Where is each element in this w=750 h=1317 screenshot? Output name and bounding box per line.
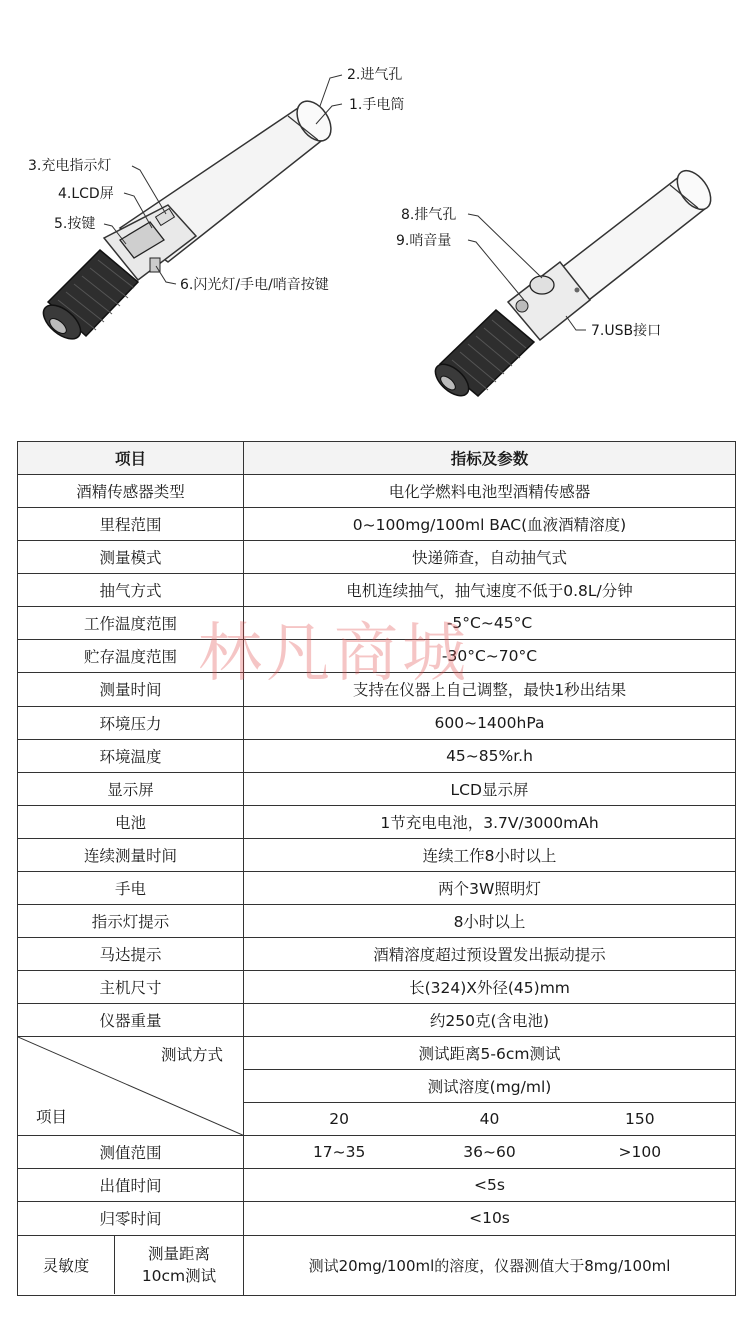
row-value: -30°C~70°C bbox=[244, 640, 736, 673]
row-value: 电化学燃料电池型酒精传感器 bbox=[244, 475, 736, 508]
diagonal-header-cell bbox=[18, 1037, 244, 1136]
row-label: 指示灯提示 bbox=[18, 904, 244, 937]
callout-air-inlet: 2.进气孔 bbox=[347, 67, 403, 83]
header-item: 项目 bbox=[18, 442, 244, 475]
row-label: 贮存温度范围 bbox=[18, 640, 244, 673]
device-front-view bbox=[37, 75, 342, 345]
table-row bbox=[18, 706, 736, 739]
table-row bbox=[18, 739, 736, 772]
range-values bbox=[244, 1136, 736, 1169]
callout-exhaust-hole: 8.排气孔 bbox=[401, 207, 457, 223]
table-row bbox=[18, 1136, 736, 1169]
sensitivity-value: 测试20mg/100ml的溶度，仪器测值大于8mg/100ml bbox=[244, 1235, 736, 1296]
row-value: <5s bbox=[244, 1169, 736, 1202]
row-value: 连续工作8小时以上 bbox=[244, 838, 736, 871]
callout-flash-buttons: 6.闪光灯/手电/哨音按键 bbox=[180, 277, 329, 293]
row-label: 马达提示 bbox=[18, 937, 244, 970]
row-value: 两个3W照明灯 bbox=[244, 871, 736, 904]
row-label: 归零时间 bbox=[18, 1202, 244, 1235]
test-concentration: 测试溶度(mg/ml) bbox=[244, 1070, 736, 1103]
row-value: 电机连续抽气，抽气速度不低于0.8L/分钟 bbox=[244, 574, 736, 607]
row-label: 里程范围 bbox=[18, 508, 244, 541]
diag-item: 项目 bbox=[36, 1108, 68, 1127]
callout-lcd-screen: 4.LCD屏 bbox=[58, 186, 114, 202]
test-distance: 测试距离5-6cm测试 bbox=[244, 1037, 736, 1070]
row-label: 测量模式 bbox=[18, 541, 244, 574]
table-row bbox=[18, 971, 736, 1004]
range-value: 36~60 bbox=[463, 1143, 516, 1162]
table-row bbox=[18, 904, 736, 937]
row-label: 手电 bbox=[18, 871, 244, 904]
row-value: LCD显示屏 bbox=[244, 772, 736, 805]
row-value: 长(324)X外径(45)mm bbox=[244, 971, 736, 1004]
watermark: 林凡商城 bbox=[198, 617, 470, 691]
row-label: 环境压力 bbox=[18, 706, 244, 739]
table-row bbox=[18, 1004, 736, 1037]
row-value: 快递筛查，自动抽气式 bbox=[244, 541, 736, 574]
test-header-row bbox=[18, 1037, 736, 1070]
row-label: 出值时间 bbox=[18, 1169, 244, 1202]
table-row bbox=[18, 673, 736, 706]
table-row bbox=[18, 805, 736, 838]
row-value: 45~85%r.h bbox=[244, 739, 736, 772]
sensitivity-row bbox=[18, 1235, 736, 1296]
header-params: 指标及参数 bbox=[244, 442, 736, 475]
row-label: 仪器重量 bbox=[18, 1004, 244, 1037]
sensitivity-sub-line2: 10cm测试 bbox=[141, 1267, 217, 1286]
row-label: 抽气方式 bbox=[18, 574, 244, 607]
table-row bbox=[18, 838, 736, 871]
table-header-row bbox=[18, 442, 736, 475]
row-value: 1节充电电池，3.7V/3000mAh bbox=[244, 805, 736, 838]
row-value: <10s bbox=[244, 1202, 736, 1235]
row-value: 600~1400hPa bbox=[244, 706, 736, 739]
row-label: 电池 bbox=[18, 805, 244, 838]
row-value: 约250克(含电池) bbox=[244, 1004, 736, 1037]
row-label: 主机尺寸 bbox=[18, 971, 244, 1004]
range-value: 17~35 bbox=[312, 1143, 366, 1162]
device-drawings bbox=[0, 0, 750, 430]
table-row bbox=[18, 475, 736, 508]
callout-usb-port: 7.USB接口 bbox=[591, 323, 662, 339]
table-row bbox=[18, 937, 736, 970]
conc-values bbox=[244, 1103, 736, 1136]
row-value: -5°C~45°C bbox=[244, 607, 736, 640]
conc-value: 20 bbox=[329, 1110, 350, 1129]
table-row bbox=[18, 607, 736, 640]
table-row bbox=[18, 508, 736, 541]
diag-test-method: 测试方式 bbox=[160, 1046, 223, 1065]
table-row bbox=[18, 574, 736, 607]
sensitivity-label: 灵敏度 bbox=[18, 1236, 115, 1294]
callout-charge-indicator: 3.充电指示灯 bbox=[28, 158, 112, 174]
table-row bbox=[18, 772, 736, 805]
row-value: 酒精溶度超过预设置发出振动提示 bbox=[244, 937, 736, 970]
sensitivity-sub bbox=[115, 1236, 243, 1294]
callout-flashlight: 1.手电筒 bbox=[349, 97, 405, 113]
product-illustration bbox=[0, 0, 750, 430]
row-label: 酒精传感器类型 bbox=[18, 475, 244, 508]
conc-value: 40 bbox=[479, 1110, 500, 1129]
device-back-view bbox=[430, 165, 718, 402]
row-label: 测量时间 bbox=[18, 673, 244, 706]
row-value: 8小时以上 bbox=[244, 904, 736, 937]
row-label: 工作温度范围 bbox=[18, 607, 244, 640]
table-row bbox=[18, 640, 736, 673]
sensitivity-cell bbox=[18, 1235, 244, 1296]
row-label: 连续测量时间 bbox=[18, 838, 244, 871]
sensitivity-sub-line1: 测量距离 bbox=[147, 1245, 210, 1264]
row-value: 支持在仪器上自己调整，最快1秒出结果 bbox=[244, 673, 736, 706]
table-row bbox=[18, 1169, 736, 1202]
row-label: 测值范围 bbox=[18, 1136, 244, 1169]
table-row bbox=[18, 541, 736, 574]
table-row bbox=[18, 871, 736, 904]
conc-value: 150 bbox=[625, 1110, 655, 1129]
row-label: 环境温度 bbox=[18, 739, 244, 772]
callout-whistle-volume: 9.哨音量 bbox=[396, 233, 452, 249]
spec-table bbox=[17, 441, 736, 1296]
table-row bbox=[18, 1202, 736, 1235]
callout-keys: 5.按键 bbox=[54, 216, 96, 232]
range-value: >100 bbox=[618, 1143, 662, 1162]
row-label: 显示屏 bbox=[18, 772, 244, 805]
row-value: 0~100mg/100ml BAC(血液酒精溶度) bbox=[244, 508, 736, 541]
